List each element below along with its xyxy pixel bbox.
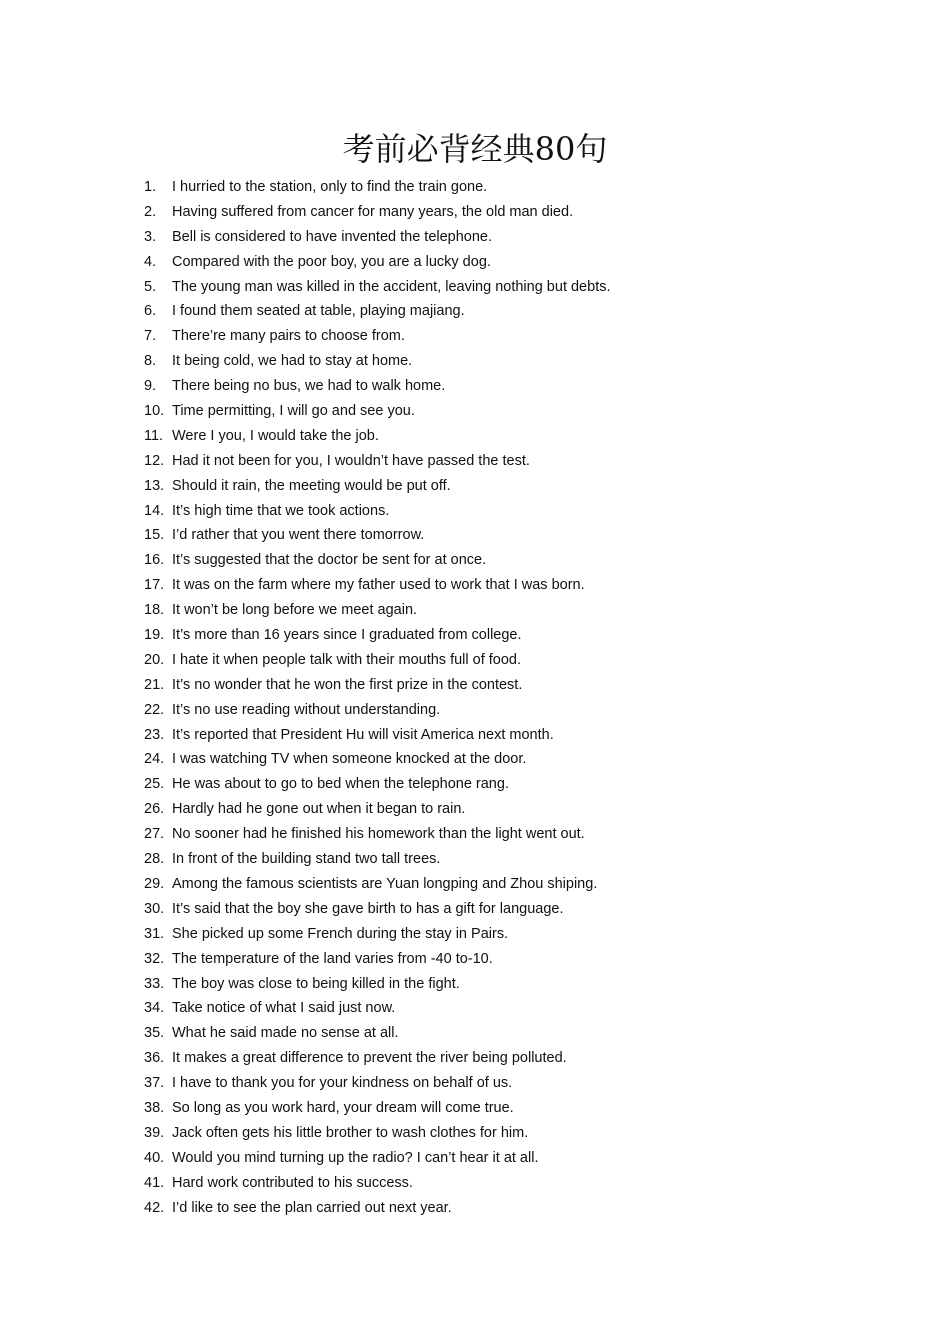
item-number: 37. (144, 1075, 165, 1092)
list-item (138, 424, 838, 449)
item-number: 36. (144, 1050, 165, 1067)
item-number: 38. (144, 1099, 165, 1116)
item-text: Compared with the poor boy, you are a lucky dog. (172, 253, 491, 270)
list-item (138, 1096, 838, 1121)
item-number: 31. (144, 925, 165, 942)
item-number: 13. (144, 477, 165, 494)
list-item (138, 299, 838, 324)
list-item (138, 573, 838, 598)
item-text: It’s no use reading without understanding. (172, 701, 441, 718)
item-text: She picked up some French during the stay in Pairs. (172, 925, 509, 942)
list-item (138, 747, 838, 772)
item-number: 42. (144, 1199, 165, 1216)
item-number: 14. (144, 502, 165, 519)
item-number: 40. (144, 1149, 165, 1166)
list-item (138, 225, 838, 250)
item-text: It’s high time that we took actions. (172, 502, 390, 519)
item-number: 33. (144, 975, 165, 992)
item-number: 32. (144, 950, 165, 967)
item-text: There being no bus, we had to walk home. (172, 378, 446, 395)
item-text: Among the famous scientists are Yuan longping and Zhou shiping. (172, 875, 598, 892)
item-text: The boy was close to being killed in the fight. (172, 975, 460, 992)
list-item (138, 200, 838, 225)
item-number: 19. (144, 627, 165, 644)
item-number: 39. (144, 1124, 165, 1141)
list-item (138, 673, 838, 698)
item-text: No sooner had he finished his homework than the light went out. (172, 826, 585, 843)
list-item (138, 1146, 838, 1171)
item-text: Hardly had he gone out when it began to rain. (172, 801, 466, 818)
item-text: He was about to go to bed when the telephone rang. (172, 776, 509, 793)
list-item (138, 1021, 838, 1046)
item-text: It makes a great difference to prevent the river being polluted. (172, 1050, 567, 1067)
list-item (138, 648, 838, 673)
list-item (138, 1046, 838, 1071)
item-number: 23. (144, 726, 165, 743)
item-number: 22. (144, 701, 165, 718)
item-text: It’s more than 16 years since I graduated from college. (172, 627, 522, 644)
item-number: 17. (144, 577, 165, 594)
item-text: It’s no wonder that he won the first prize in the contest. (172, 676, 523, 693)
item-text: I’d rather that you went there tomorrow. (172, 527, 425, 544)
item-number: 35. (144, 1025, 165, 1042)
list-item (138, 872, 838, 897)
item-number: 30. (144, 900, 165, 917)
list-item (138, 847, 838, 872)
list-item (138, 499, 838, 524)
item-number: 27. (144, 826, 165, 843)
item-number: 6. (144, 303, 157, 320)
list-item (138, 1071, 838, 1096)
item-text: Bell is considered to have invented the telephone. (172, 228, 493, 245)
item-number: 26. (144, 801, 165, 818)
list-item (138, 723, 838, 748)
list-item (138, 972, 838, 997)
item-number: 18. (144, 602, 165, 619)
item-text: I have to thank you for your kindness on behalf of us. (172, 1075, 513, 1092)
item-number: 5. (144, 278, 157, 295)
item-text: The young man was killed in the accident, leaving nothing but debts. (172, 278, 611, 295)
item-number: 28. (144, 851, 165, 868)
item-text: Should it rain, the meeting would be put off. (172, 477, 451, 494)
item-number: 29. (144, 875, 165, 892)
item-number: 41. (144, 1174, 165, 1191)
list-item (138, 772, 838, 797)
item-text: It’s said that the boy she gave birth to has a gift for language. (172, 900, 564, 917)
list-item (138, 275, 838, 300)
item-text: It’s suggested that the doctor be sent for at once. (172, 552, 487, 569)
item-text: Would you mind turning up the radio? I can’t hear it at all. (172, 1149, 539, 1166)
item-text: It won’t be long before we meet again. (172, 602, 418, 619)
item-text: Hard work contributed to his success. (172, 1174, 413, 1191)
item-text: What he said made no sense at all. (172, 1025, 399, 1042)
list-item (138, 623, 838, 648)
item-number: 12. (144, 452, 165, 469)
item-text: It being cold, we had to stay at home. (172, 353, 413, 370)
item-number: 25. (144, 776, 165, 793)
item-text: I found them seated at table, playing majiang. (172, 303, 465, 320)
list-item (138, 1171, 838, 1196)
list-item (138, 996, 838, 1021)
item-text: In front of the building stand two tall trees. (172, 851, 441, 868)
list-item (138, 598, 838, 623)
item-number: 24. (144, 751, 165, 768)
item-number: 8. (144, 353, 157, 370)
item-number: 2. (144, 203, 157, 220)
list-item (138, 324, 838, 349)
item-text: Were I you, I would take the job. (172, 427, 379, 444)
list-item (138, 349, 838, 374)
sentence-list (138, 175, 838, 1220)
item-number: 20. (144, 651, 165, 668)
item-number: 10. (144, 403, 165, 420)
list-item (138, 797, 838, 822)
list-item (138, 822, 838, 847)
list-item (138, 474, 838, 499)
list-item (138, 897, 838, 922)
item-number: 7. (144, 328, 157, 345)
list-item (138, 947, 838, 972)
item-text: I was watching TV when someone knocked at the door. (172, 751, 527, 768)
item-text: Jack often gets his little brother to wash clothes for him. (172, 1124, 529, 1141)
list-item (138, 1121, 838, 1146)
list-item (138, 1196, 838, 1221)
list-item (138, 175, 838, 200)
item-text: Take notice of what I said just now. (172, 1000, 396, 1017)
item-text: I hurried to the station, only to find the train gone. (172, 179, 488, 195)
item-text: It’s reported that President Hu will visit America next month. (172, 726, 554, 743)
list-item (138, 922, 838, 947)
item-text: I hate it when people talk with their mouths full of food. (172, 651, 522, 668)
page-title: 考前必背经典80句 (342, 130, 608, 168)
list-item (138, 374, 838, 399)
list-item (138, 523, 838, 548)
list-item (138, 449, 838, 474)
item-number: 1. (144, 179, 157, 195)
item-number: 3. (144, 228, 157, 245)
list-item (138, 250, 838, 275)
item-text: It was on the farm where my father used to work that I was born. (172, 577, 585, 594)
item-text: I’d like to see the plan carried out next year. (172, 1199, 452, 1216)
item-number: 16. (144, 552, 165, 569)
item-number: 34. (144, 1000, 165, 1017)
item-text: Having suffered from cancer for many years, the old man died. (172, 203, 574, 220)
item-number: 21. (144, 676, 165, 693)
list-item (138, 548, 838, 573)
item-number: 4. (144, 253, 157, 270)
item-number: 11. (144, 427, 164, 444)
item-number: 9. (144, 378, 157, 395)
item-text: There’re many pairs to choose from. (172, 328, 405, 345)
item-text: Time permitting, I will go and see you. (172, 403, 415, 420)
list-item (138, 698, 838, 723)
item-number: 15. (144, 527, 165, 544)
item-text: Had it not been for you, I wouldn’t have passed the test. (172, 452, 530, 469)
list-item (138, 399, 838, 424)
item-text: So long as you work hard, your dream will come true. (172, 1099, 514, 1116)
item-text: The temperature of the land varies from -40 to-10. (172, 950, 493, 967)
